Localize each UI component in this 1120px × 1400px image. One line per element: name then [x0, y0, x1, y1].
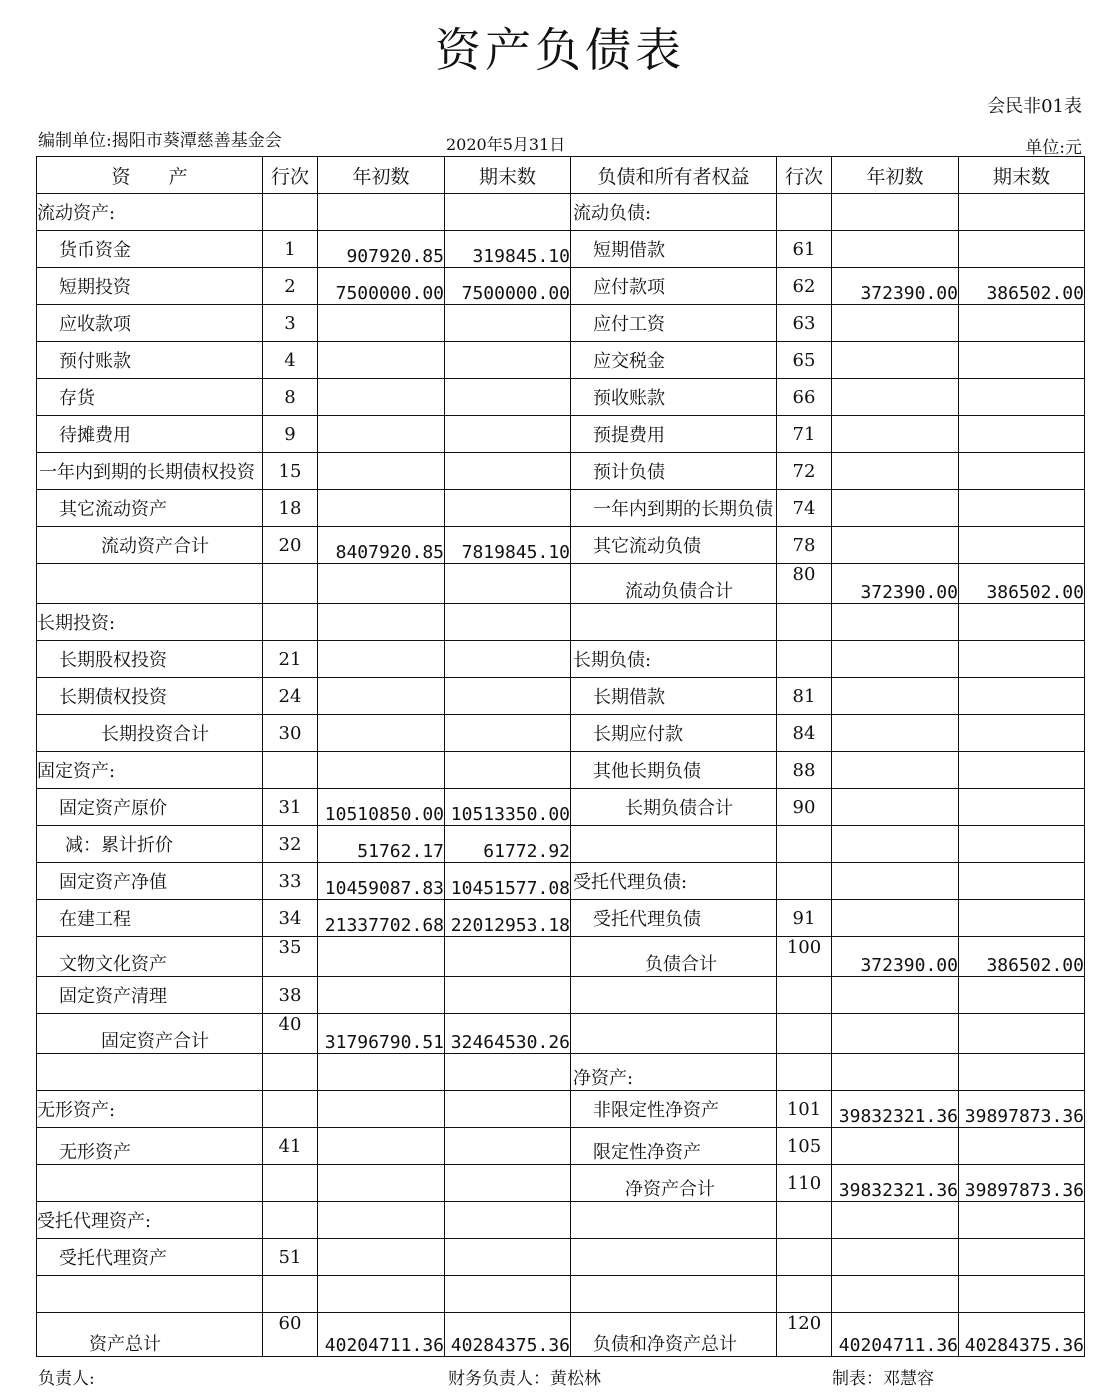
- asset-end-value: [445, 379, 571, 416]
- asset-begin-value: [318, 1091, 445, 1128]
- liability-end-value: 39897873.36: [959, 1091, 1085, 1128]
- asset-end-value: [445, 752, 571, 789]
- table-row: [37, 937, 1085, 977]
- asset-line-no: [263, 1054, 318, 1091]
- report-date: 2020年5月31日: [446, 135, 566, 154]
- liability-line-no: [777, 1054, 832, 1091]
- asset-line-no: [263, 1165, 318, 1202]
- table-row: [37, 752, 1085, 789]
- liability-begin-value: [832, 1054, 959, 1091]
- liability-line-no: [777, 826, 832, 863]
- asset-begin-value: [318, 490, 445, 527]
- liability-end-value: [959, 490, 1085, 527]
- asset-line-no: 3: [263, 305, 318, 342]
- liability-end-value: [959, 1276, 1085, 1313]
- asset-label: 固定资产原价: [37, 789, 263, 826]
- asset-end-value: [445, 715, 571, 752]
- header-begin-2: 年初数: [832, 157, 959, 194]
- liability-line-no: [777, 863, 832, 900]
- asset-line-no: 38: [263, 977, 318, 1014]
- liability-end-value: [959, 194, 1085, 231]
- asset-line-no: 20: [263, 527, 318, 564]
- asset-line-no: 35: [263, 937, 318, 977]
- asset-line-no: 40: [263, 1014, 318, 1054]
- asset-end-value: [445, 1276, 571, 1313]
- liability-begin-value: [832, 305, 959, 342]
- asset-begin-value: [318, 453, 445, 490]
- table-row: [37, 863, 1085, 900]
- liability-end-value: [959, 1014, 1085, 1054]
- liability-end-value: [959, 826, 1085, 863]
- liability-begin-value: 40204711.36: [832, 1313, 959, 1357]
- header-row: [37, 157, 1085, 194]
- liability-begin-value: [832, 1202, 959, 1239]
- liability-begin-value: [832, 379, 959, 416]
- asset-line-no: 30: [263, 715, 318, 752]
- liability-label: 受托代理负债:: [571, 863, 777, 900]
- liability-line-no: 62: [777, 268, 832, 305]
- table-row: [37, 1014, 1085, 1054]
- asset-label: 无形资产:: [37, 1091, 263, 1128]
- liability-end-value: 39897873.36: [959, 1165, 1085, 1202]
- liability-begin-value: [832, 1239, 959, 1276]
- liability-line-no: 66: [777, 379, 832, 416]
- asset-end-value: [445, 678, 571, 715]
- liability-end-value: [959, 379, 1085, 416]
- asset-line-no: [263, 1091, 318, 1128]
- table-row: [37, 231, 1085, 268]
- liability-begin-value: [832, 752, 959, 789]
- liability-begin-value: [832, 604, 959, 641]
- asset-end-value: [445, 977, 571, 1014]
- liability-label: [571, 604, 777, 641]
- table-row: [37, 268, 1085, 305]
- liability-label: 预收账款: [571, 379, 777, 416]
- asset-begin-value: [318, 1054, 445, 1091]
- liability-end-value: [959, 231, 1085, 268]
- liability-begin-value: [832, 1014, 959, 1054]
- liability-end-value: [959, 416, 1085, 453]
- asset-line-no: 2: [263, 268, 318, 305]
- liability-label: 流动负债合计: [571, 564, 777, 604]
- table-row: [37, 305, 1085, 342]
- asset-begin-value: [318, 1239, 445, 1276]
- liability-label: [571, 1202, 777, 1239]
- liability-begin-value: 39832321.36: [832, 1091, 959, 1128]
- liability-label: 受托代理负债: [571, 900, 777, 937]
- liability-begin-value: [832, 490, 959, 527]
- asset-begin-value: [318, 305, 445, 342]
- table-row: [37, 1313, 1085, 1357]
- liability-end-value: [959, 863, 1085, 900]
- liability-end-value: [959, 1054, 1085, 1091]
- org-name: 编制单位:揭阳市葵潭慈善基金会: [38, 131, 282, 151]
- asset-label: 在建工程: [37, 900, 263, 937]
- liability-begin-value: 372390.00: [832, 937, 959, 977]
- asset-label: 受托代理资产: [37, 1239, 263, 1276]
- asset-begin-value: [318, 752, 445, 789]
- asset-line-no: [263, 1202, 318, 1239]
- liability-label: 一年内到期的长期负债: [571, 490, 777, 527]
- liability-end-value: 386502.00: [959, 268, 1085, 305]
- asset-line-no: [263, 604, 318, 641]
- table-row: [37, 194, 1085, 231]
- liability-line-no: 81: [777, 678, 832, 715]
- footer-finance-manager: 财务负责人：黄松林: [448, 1369, 601, 1389]
- liability-label: 长期负债:: [571, 641, 777, 678]
- asset-label: 短期投资: [37, 268, 263, 305]
- liability-line-no: 80: [777, 564, 832, 604]
- liability-line-no: 101: [777, 1091, 832, 1128]
- table-row: [37, 1276, 1085, 1313]
- asset-end-value: 40284375.36: [445, 1313, 571, 1357]
- liability-line-no: [777, 977, 832, 1014]
- liability-begin-value: 39832321.36: [832, 1165, 959, 1202]
- liability-end-value: [959, 305, 1085, 342]
- liability-begin-value: [832, 1276, 959, 1313]
- asset-line-no: [263, 1276, 318, 1313]
- asset-end-value: 319845.10: [445, 231, 571, 268]
- asset-line-no: 24: [263, 678, 318, 715]
- asset-begin-value: 31796790.51: [318, 1014, 445, 1054]
- liability-begin-value: [832, 826, 959, 863]
- asset-label: [37, 1054, 263, 1091]
- liability-end-value: [959, 1202, 1085, 1239]
- liability-line-no: 91: [777, 900, 832, 937]
- asset-begin-value: 8407920.85: [318, 527, 445, 564]
- asset-begin-value: 51762.17: [318, 826, 445, 863]
- asset-end-value: [445, 305, 571, 342]
- liability-label: 预提费用: [571, 416, 777, 453]
- asset-line-no: 18: [263, 490, 318, 527]
- liability-line-no: [777, 1239, 832, 1276]
- asset-begin-value: 21337702.68: [318, 900, 445, 937]
- asset-label: 长期投资:: [37, 604, 263, 641]
- liability-begin-value: [832, 527, 959, 564]
- liability-label: [571, 1276, 777, 1313]
- asset-line-no: 31: [263, 789, 318, 826]
- asset-label: [37, 1276, 263, 1313]
- asset-label: 资产总计: [37, 1313, 263, 1357]
- liability-line-no: 120: [777, 1313, 832, 1357]
- liability-label: 长期负债合计: [571, 789, 777, 826]
- liability-begin-value: 372390.00: [832, 268, 959, 305]
- table-row: [37, 1165, 1085, 1202]
- asset-end-value: 7819845.10: [445, 527, 571, 564]
- asset-line-no: [263, 564, 318, 604]
- asset-end-value: 22012953.18: [445, 900, 571, 937]
- table-row: [37, 900, 1085, 937]
- form-code: 会民非01表: [987, 96, 1082, 117]
- liability-end-value: [959, 977, 1085, 1014]
- page-title: 资产负债表: [435, 23, 685, 77]
- asset-end-value: [445, 416, 571, 453]
- asset-label: 长期投资合计: [37, 715, 263, 752]
- asset-line-no: 15: [263, 453, 318, 490]
- liability-line-no: 110: [777, 1165, 832, 1202]
- asset-label: 应收款项: [37, 305, 263, 342]
- asset-end-value: [445, 1165, 571, 1202]
- liability-end-value: [959, 900, 1085, 937]
- asset-line-no: 32: [263, 826, 318, 863]
- asset-label: 受托代理资产:: [37, 1202, 263, 1239]
- asset-end-value: [445, 1239, 571, 1276]
- asset-label: 一年内到期的长期债权投资: [37, 453, 263, 490]
- table-row: [37, 977, 1085, 1014]
- asset-label: 流动资产合计: [37, 527, 263, 564]
- asset-end-value: [445, 1202, 571, 1239]
- liability-line-no: 84: [777, 715, 832, 752]
- liability-end-value: [959, 453, 1085, 490]
- liability-end-value: [959, 752, 1085, 789]
- liability-begin-value: [832, 641, 959, 678]
- liability-label: 应交税金: [571, 342, 777, 379]
- liability-label: [571, 977, 777, 1014]
- liability-line-no: 74: [777, 490, 832, 527]
- table-row: [37, 1054, 1085, 1091]
- asset-label: 无形资产: [37, 1128, 263, 1165]
- liability-begin-value: [832, 678, 959, 715]
- asset-end-value: [445, 1054, 571, 1091]
- liability-end-value: 386502.00: [959, 564, 1085, 604]
- asset-line-no: 51: [263, 1239, 318, 1276]
- asset-label: 存货: [37, 379, 263, 416]
- asset-end-value: 32464530.26: [445, 1014, 571, 1054]
- liability-begin-value: 372390.00: [832, 564, 959, 604]
- liability-line-no: [777, 1202, 832, 1239]
- liability-begin-value: [832, 789, 959, 826]
- asset-begin-value: [318, 641, 445, 678]
- asset-begin-value: [318, 1202, 445, 1239]
- liability-label: 长期借款: [571, 678, 777, 715]
- asset-begin-value: [318, 678, 445, 715]
- asset-end-value: 10451577.08: [445, 863, 571, 900]
- asset-line-no: 60: [263, 1313, 318, 1357]
- table-row: [37, 715, 1085, 752]
- asset-line-no: 1: [263, 231, 318, 268]
- liability-label: 净资产合计: [571, 1165, 777, 1202]
- liability-line-no: [777, 1014, 832, 1054]
- liability-label: 负债合计: [571, 937, 777, 977]
- asset-begin-value: [318, 1276, 445, 1313]
- table-row: [37, 342, 1085, 379]
- liability-end-value: [959, 1239, 1085, 1276]
- liability-end-value: [959, 604, 1085, 641]
- table-row: [37, 1239, 1085, 1276]
- liability-begin-value: [832, 194, 959, 231]
- table-row: [37, 604, 1085, 641]
- liability-end-value: [959, 1128, 1085, 1165]
- liability-label: 流动负债:: [571, 194, 777, 231]
- liability-end-value: 40284375.36: [959, 1313, 1085, 1357]
- asset-begin-value: [318, 342, 445, 379]
- liability-begin-value: [832, 453, 959, 490]
- asset-label: 固定资产清理: [37, 977, 263, 1014]
- table-row: [37, 1128, 1085, 1165]
- liability-label: [571, 1239, 777, 1276]
- liability-line-no: 72: [777, 453, 832, 490]
- liability-label: 预计负债: [571, 453, 777, 490]
- asset-line-no: 8: [263, 379, 318, 416]
- asset-begin-value: 7500000.00: [318, 268, 445, 305]
- table-row: [37, 564, 1085, 604]
- liability-label: 长期应付款: [571, 715, 777, 752]
- table-row: [37, 416, 1085, 453]
- liability-line-no: 100: [777, 937, 832, 977]
- table-row: [37, 453, 1085, 490]
- liability-line-no: [777, 194, 832, 231]
- asset-line-no: 21: [263, 641, 318, 678]
- asset-end-value: [445, 604, 571, 641]
- liability-begin-value: [832, 1128, 959, 1165]
- asset-label: 其它流动资产: [37, 490, 263, 527]
- asset-end-value: [445, 194, 571, 231]
- asset-label: 流动资产:: [37, 194, 263, 231]
- liability-line-no: 63: [777, 305, 832, 342]
- liability-label: 短期借款: [571, 231, 777, 268]
- table-row: [37, 527, 1085, 564]
- header-begin: 年初数: [318, 157, 445, 194]
- table-row: [37, 1091, 1085, 1128]
- liability-label: [571, 1014, 777, 1054]
- asset-end-value: 61772.92: [445, 826, 571, 863]
- table-row: [37, 1202, 1085, 1239]
- header-asset: 资 产: [37, 157, 263, 194]
- asset-begin-value: 907920.85: [318, 231, 445, 268]
- liability-end-value: [959, 715, 1085, 752]
- asset-begin-value: 10459087.83: [318, 863, 445, 900]
- liability-label: [571, 826, 777, 863]
- asset-line-no: 41: [263, 1128, 318, 1165]
- table-row: [37, 789, 1085, 826]
- asset-end-value: [445, 342, 571, 379]
- liability-begin-value: [832, 715, 959, 752]
- header-line: 行次: [263, 157, 318, 194]
- asset-line-no: 9: [263, 416, 318, 453]
- liability-label: 应付工资: [571, 305, 777, 342]
- balance-sheet-table: [36, 156, 1085, 1357]
- asset-end-value: [445, 564, 571, 604]
- asset-line-no: 34: [263, 900, 318, 937]
- asset-line-no: 4: [263, 342, 318, 379]
- liability-begin-value: [832, 977, 959, 1014]
- asset-begin-value: 40204711.36: [318, 1313, 445, 1357]
- liability-line-no: 61: [777, 231, 832, 268]
- asset-label: [37, 1165, 263, 1202]
- asset-end-value: [445, 1091, 571, 1128]
- asset-begin-value: [318, 379, 445, 416]
- asset-begin-value: [318, 1128, 445, 1165]
- asset-label: 长期股权投资: [37, 641, 263, 678]
- asset-end-value: [445, 1128, 571, 1165]
- asset-label: 待摊费用: [37, 416, 263, 453]
- liability-label: 其他长期负债: [571, 752, 777, 789]
- liability-line-no: 71: [777, 416, 832, 453]
- liability-line-no: [777, 641, 832, 678]
- table-row: [37, 379, 1085, 416]
- currency-unit: 单位:元: [1025, 138, 1082, 158]
- asset-label: 固定资产合计: [37, 1014, 263, 1054]
- asset-begin-value: [318, 194, 445, 231]
- liability-end-value: 386502.00: [959, 937, 1085, 977]
- asset-begin-value: [318, 416, 445, 453]
- header-end: 期末数: [445, 157, 571, 194]
- liability-label: 其它流动负债: [571, 527, 777, 564]
- liability-begin-value: [832, 231, 959, 268]
- asset-begin-value: [318, 564, 445, 604]
- liability-end-value: [959, 527, 1085, 564]
- asset-label: 固定资产净值: [37, 863, 263, 900]
- liability-line-no: 90: [777, 789, 832, 826]
- asset-begin-value: [318, 715, 445, 752]
- asset-begin-value: [318, 1165, 445, 1202]
- table-row: [37, 490, 1085, 527]
- liability-line-no: [777, 1276, 832, 1313]
- asset-end-value: [445, 453, 571, 490]
- header-end-2: 期末数: [959, 157, 1085, 194]
- asset-end-value: [445, 937, 571, 977]
- asset-begin-value: [318, 604, 445, 641]
- liability-end-value: [959, 789, 1085, 826]
- footer-preparer: 制表：邓慧容: [832, 1369, 934, 1389]
- liability-label: 限定性净资产: [571, 1128, 777, 1165]
- asset-line-no: [263, 194, 318, 231]
- liability-label: 净资产:: [571, 1054, 777, 1091]
- asset-end-value: 7500000.00: [445, 268, 571, 305]
- asset-end-value: [445, 641, 571, 678]
- liability-end-value: [959, 342, 1085, 379]
- asset-label: 预付账款: [37, 342, 263, 379]
- table-row: [37, 641, 1085, 678]
- asset-begin-value: [318, 937, 445, 977]
- asset-line-no: [263, 752, 318, 789]
- asset-begin-value: 10510850.00: [318, 789, 445, 826]
- liability-begin-value: [832, 863, 959, 900]
- liability-line-no: 78: [777, 527, 832, 564]
- header-line-2: 行次: [777, 157, 832, 194]
- asset-label: 文物文化资产: [37, 937, 263, 977]
- asset-label: 减：累计折价: [37, 826, 263, 863]
- liability-line-no: 105: [777, 1128, 832, 1165]
- liability-line-no: 65: [777, 342, 832, 379]
- asset-label: 固定资产:: [37, 752, 263, 789]
- liability-label: 负债和净资产总计: [571, 1313, 777, 1357]
- liability-line-no: 88: [777, 752, 832, 789]
- liability-label: 非限定性净资产: [571, 1091, 777, 1128]
- liability-label: 应付款项: [571, 268, 777, 305]
- table-body: [37, 194, 1085, 1357]
- asset-line-no: 33: [263, 863, 318, 900]
- asset-label: [37, 564, 263, 604]
- asset-label: 长期债权投资: [37, 678, 263, 715]
- footer-manager: 负责人:: [38, 1369, 95, 1389]
- liability-line-no: [777, 604, 832, 641]
- liability-begin-value: [832, 416, 959, 453]
- liability-begin-value: [832, 900, 959, 937]
- header-liability: 负债和所有者权益: [571, 157, 777, 194]
- asset-label: 货币资金: [37, 231, 263, 268]
- asset-end-value: [445, 490, 571, 527]
- table-row: [37, 826, 1085, 863]
- asset-end-value: 10513350.00: [445, 789, 571, 826]
- liability-begin-value: [832, 342, 959, 379]
- asset-begin-value: [318, 977, 445, 1014]
- liability-end-value: [959, 678, 1085, 715]
- table-row: [37, 678, 1085, 715]
- liability-end-value: [959, 641, 1085, 678]
